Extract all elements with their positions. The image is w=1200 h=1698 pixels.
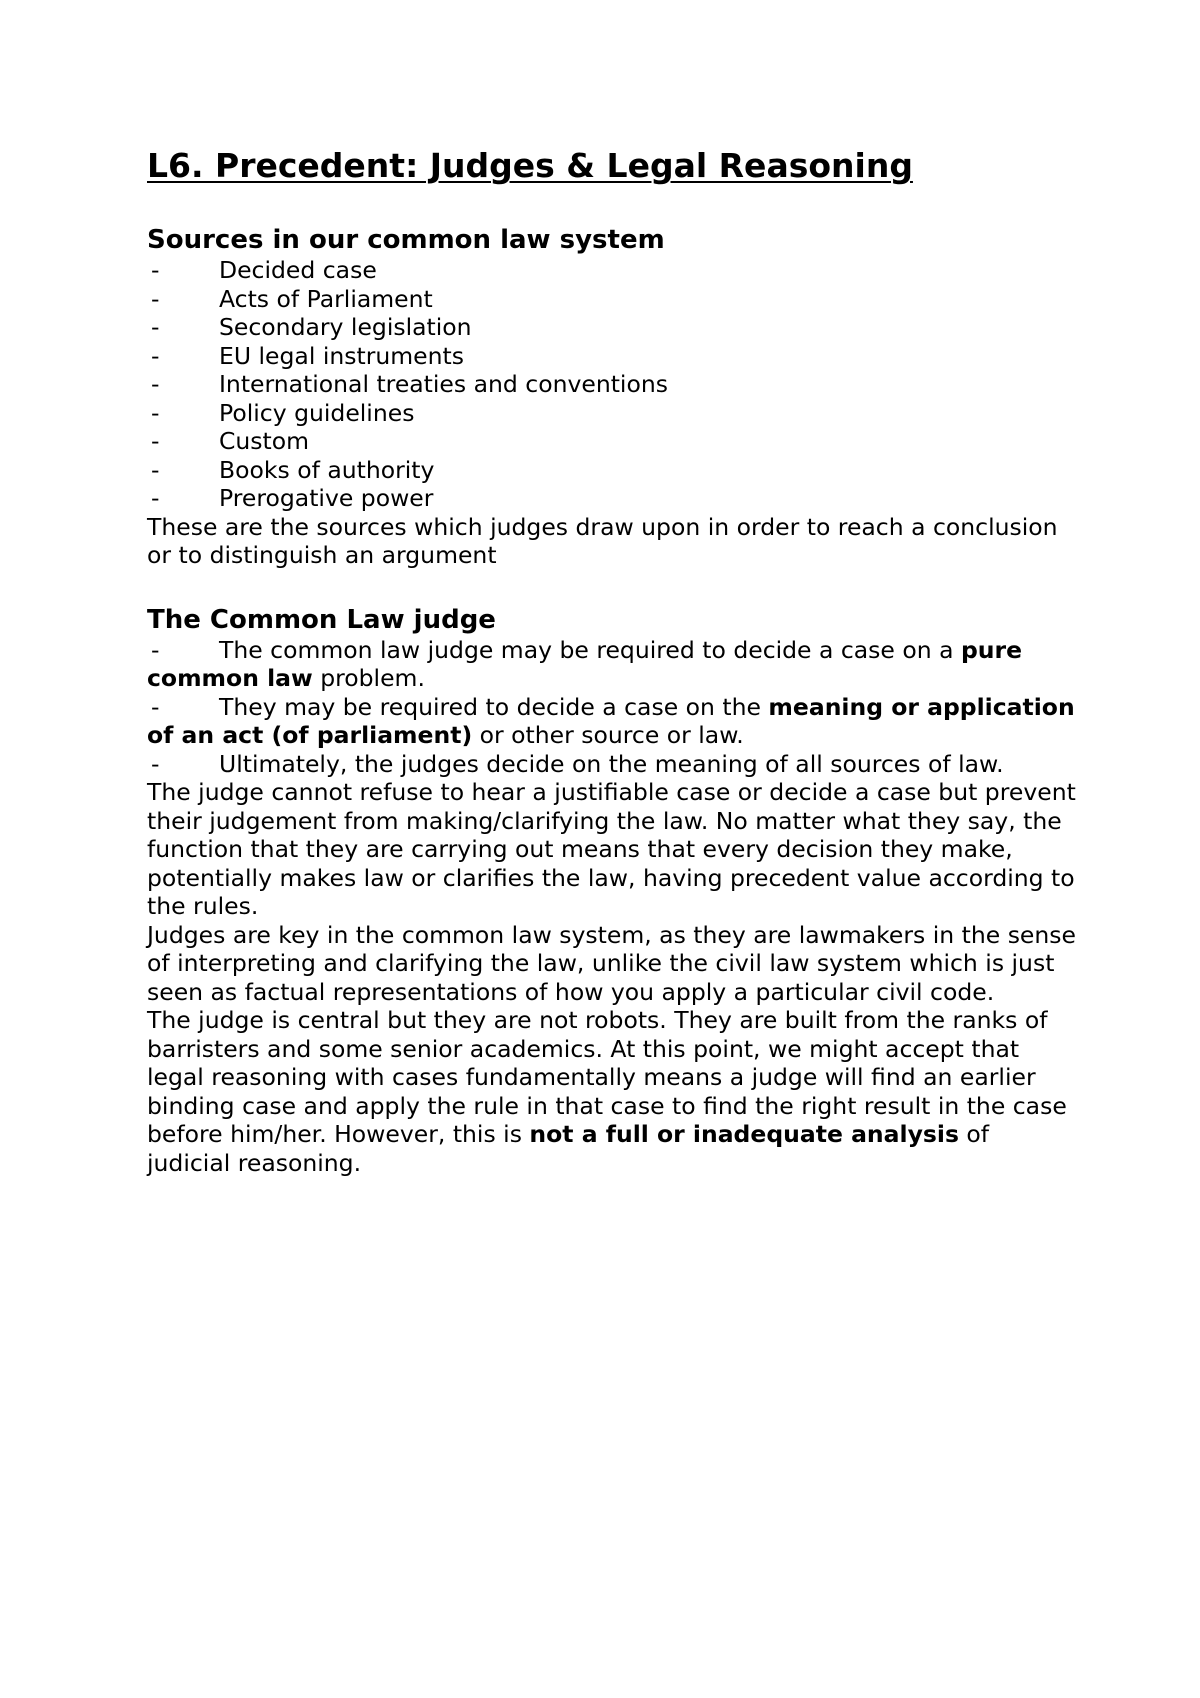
dash-bullet: - [151,313,160,341]
judge-point-text: Ultimately, the judges decide on the meaning of all sources of law. [219,749,1004,778]
list-item-text: Decided case [219,256,377,284]
judge-point-emphasis: meaning or application of an act (of parliament) [147,692,1075,749]
dash-bullet: - [151,455,160,484]
section-spacer [147,570,1077,604]
dash-bullet: - [151,341,160,370]
judge-point-text: or other source or law. [472,721,744,749]
judge-point-emphasis: pure common law [147,635,1023,692]
list-item [147,342,1077,371]
judge-point-text: problem. [312,664,425,692]
list-item [147,484,1077,513]
list-item-text: Custom [219,427,310,455]
dash-bullet: - [151,284,160,313]
sources-summary: These are the sources which judges draw upon in order to reach a conclusion or to distinguish an argument [147,512,1058,569]
list-item [147,427,1077,456]
dash-bullet: - [151,256,160,284]
paragraph-text: of judicial reasoning. [147,1120,990,1177]
list-item-text: EU legal instruments [219,341,464,370]
list-item-text: International treaties and conventions [219,370,668,398]
paragraph-judge-cannot-refuse: The judge cannot refuse to hear a justifiable case or decide a case but prevent their judgement from making/clarifying the law. No matter what they say, the function that they are carrying out means that every decision they make, potentially makes law or clarifies the law, having precedent value according to the rules. [147,778,1076,920]
paragraph-text: The judge is central but they are not robots. They are built from the ranks of barristers and some senior academics. At this point, we might accept that legal reasoning with cases fundamentally means a judge will find an earlier binding case and apply the rule in that case to find the right result in the case before him/her. However, this is [147,1006,1067,1148]
judge-point-pure-common-law [147,636,1077,693]
section-heading-sources: Sources in our common law system [147,225,665,255]
section-heading-common-law-judge: The Common Law judge [147,604,496,635]
sources-list [147,256,1077,513]
list-item-text: Policy guidelines [219,398,415,427]
judge-point-text: They may be required to decide a case on the [219,692,769,721]
dash-bullet: - [151,749,160,778]
dash-bullet: - [151,484,160,512]
paragraph-emphasis: not a full or inadequate analysis [529,1120,959,1148]
list-item-text: Acts of Parliament [219,284,433,313]
dash-bullet: - [151,692,160,721]
list-item [147,370,1077,399]
document-content [147,146,1077,1177]
list-item-text: Books of authority [219,455,435,484]
judge-point-meaning-of-act [147,693,1077,750]
list-item [147,456,1077,485]
list-item [147,399,1077,428]
list-item [147,256,1077,285]
dash-bullet: - [151,398,160,427]
list-item [147,313,1077,342]
paragraph-judge-central [147,1006,1077,1177]
dash-bullet: - [151,635,160,664]
document-title: L6. Precedent: Judges & Legal Reasoning [147,146,913,185]
judge-point-text: The common law judge may be required to decide a case on a [219,635,961,664]
list-item-text: Prerogative power [219,484,434,512]
dash-bullet: - [151,370,160,398]
list-item [147,285,1077,314]
list-item-text: Secondary legislation [219,313,472,341]
paragraph-judges-key: Judges are key in the common law system, as they are lawmakers in the sense of interpreting and clarifying the law, unlike the civil law system which is just seen as factual representations of how you apply a particular civil code. [147,920,1076,1006]
judge-point-ultimately [147,750,1077,779]
dash-bullet: - [151,427,160,455]
